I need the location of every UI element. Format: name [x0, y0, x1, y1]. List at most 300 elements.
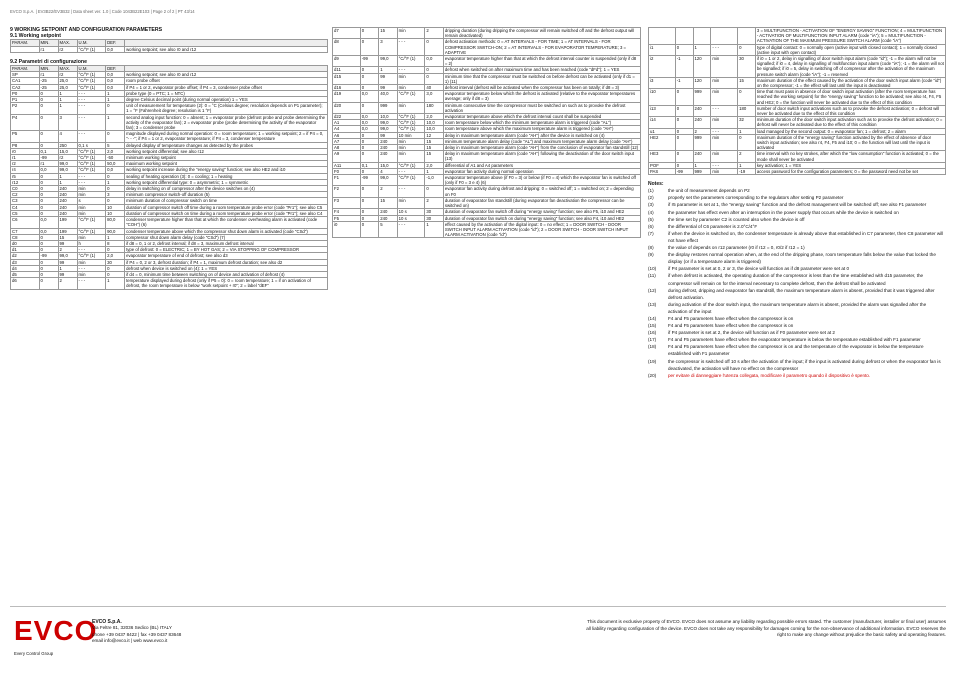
table-cell: 1 [693, 44, 711, 55]
note-text: the display restores normal operation when, at the end of the dripping phase, room temperature falls below the value that locked the display (or if a temperature alarm is triggered) [668, 252, 936, 265]
table-cell: 3 [379, 39, 397, 56]
table-cell: 15 [738, 77, 756, 88]
table-cell: F3 [333, 197, 361, 208]
table-cell: working setpoint increase during the "energy saving" function; see also HE2 and i10 [125, 167, 328, 173]
table-cell: min [397, 145, 425, 151]
logo-tagline: Every Control Group [14, 651, 54, 656]
table-cell: 240 [379, 145, 397, 151]
note-number: (5) [648, 216, 654, 222]
table-cell: -1,0 [425, 175, 443, 186]
column-header: MAX. [58, 40, 77, 46]
table-cell: CA2 [11, 84, 40, 90]
table-cell: time interval with no key strokes, after which the "low consumption" function is activated; 0 = the mode shall never be activated [755, 151, 945, 162]
table-cell: 50,0 [106, 161, 125, 167]
table-cell: duration of compressor switch on time during a room temperature probe error (code "Pr1"); see also C4 [125, 210, 328, 216]
email-line: email info@evco.it | web www.evco.it [92, 638, 168, 644]
table-cell: F5 [333, 215, 361, 221]
column-header: MIN. [39, 66, 58, 72]
table-cell: 0 [106, 265, 125, 271]
table-cell: 99,0 [379, 126, 397, 132]
table-cell: 15 [379, 197, 397, 208]
table-cell: min [77, 271, 106, 277]
table-cell: °C/°F (1) [77, 84, 106, 90]
table-cell: sealing of heating operation (3): 0 = cooling; 1 = heating [125, 173, 328, 179]
table-cell: 1 [106, 234, 125, 240]
table-cell: 0 [360, 132, 378, 138]
page-header: EVCO S.p.A. | EV3B22/EV3B32 | Data sheet ver. 1.0 | Code 1043B22E103 | Page 2 of 2 | PT 43/14 [10, 9, 195, 14]
table-cell: C5 [11, 210, 40, 216]
table-cell: min [77, 259, 106, 265]
table-cell: 15 [425, 138, 443, 144]
table-cell [693, 28, 711, 45]
note-number: (11) [648, 273, 656, 279]
table-cell: type of defrost: 0 = ELECTRIC; 1 = BY HOT GAS; 2 = VIA STOPPING OF COMPRESSOR [125, 247, 328, 253]
note-text: if r5 parameter is set at 1, the "energy saving" function and the defrost management will be switched off; see also F1 parameter [668, 202, 927, 208]
note-text: the time set by parameter C2 is counted also when the device is off [668, 216, 805, 222]
table-cell: -25 [39, 84, 58, 90]
table-cell: evaporator temperature above which the defrost interval count shall be suspended [443, 114, 640, 120]
table-cell: 0 [675, 89, 693, 106]
table-cell: d8 [333, 39, 361, 56]
table-cell: min [397, 73, 425, 84]
table-cell: min [397, 102, 425, 113]
table-cell: 999 [693, 134, 711, 151]
table-cell: 0 [360, 67, 378, 73]
note-number: (20) [648, 372, 657, 378]
table-cell: 0,0 [39, 228, 58, 234]
table-cell: 4 [58, 131, 77, 142]
table-cell: defrost interval (defrost will be activated when the compressor has been on totally; if d8 = 3) [443, 85, 640, 91]
table-cell: °C/°F (1) [77, 72, 106, 78]
table-cell: 10 s [397, 209, 425, 215]
table-cell: 999 [693, 169, 711, 175]
table-cell: SP [11, 72, 40, 78]
table-row [649, 169, 946, 175]
table-cell: CA1 [11, 78, 40, 84]
note-number: (13) [648, 301, 657, 307]
table-cell: 0 [106, 186, 125, 192]
table-cell: 0 [106, 131, 125, 142]
table-cell: P4 [11, 114, 40, 131]
table-cell: HE3 [649, 151, 676, 162]
table-cell: 0,1 s [77, 142, 106, 148]
table-cell: 3 [58, 114, 77, 131]
table-cell: 0,0 [106, 84, 125, 90]
table-cell: 0 [106, 198, 125, 204]
table-row [649, 89, 946, 106]
table-cell: - - - [397, 221, 425, 238]
table-cell: 32 [738, 117, 756, 128]
table-cell: 10 [106, 210, 125, 216]
table-row [11, 278, 328, 289]
table-cell: 10 [106, 204, 125, 210]
table-cell: d6 [11, 278, 40, 289]
table-cell: working setpoint; see also r0 and r12 [125, 46, 328, 52]
table-cell: evaporator temperature of end of defrost; see also d3 [125, 253, 328, 259]
table-row [333, 39, 641, 56]
table-cell: minimum compressor switch-off duration (5) [125, 192, 328, 198]
table-cell: 180 [425, 102, 443, 113]
table-cell: 2,0 [425, 162, 443, 168]
table-cell: 15,0 [58, 148, 77, 154]
table-cell: C3 [11, 198, 40, 204]
table-cell: C0 [11, 186, 40, 192]
table-cell: d4 [11, 265, 40, 271]
table-cell: i2 [649, 56, 676, 78]
table-cell: A8 [333, 145, 361, 151]
table-row [333, 102, 641, 113]
note-text: per evitare di danneggiare l'utenza collegata, modificare il parametro quando il dispositivo è spento. [668, 372, 871, 378]
note-number: (3) [648, 202, 654, 208]
table-cell: - - - [711, 44, 738, 55]
table-cell: - - - [77, 131, 106, 142]
note-item [648, 358, 946, 372]
note-number: (10) [648, 266, 657, 272]
note-text: during defrost, dripping and evaporator fan standstill, the maximum temperature alarm is absent, provided that it was triggered after defrost activation. [668, 287, 935, 300]
table-row [11, 46, 328, 52]
table-cell: working setpoint; see also r0 and r12 [125, 72, 328, 78]
table-cell: min [397, 28, 425, 39]
table-cell: d9 [333, 56, 361, 67]
note-number: (7) [648, 230, 654, 236]
note-text: F4 and F5 parameters have effect when the compressor is on and the temperature of the evaporator is below the temperature established with F1 parameter [668, 344, 924, 357]
table-cell: d5 [11, 271, 40, 277]
note-text: the parameter has effect even after an interruption in the power supply that occurs while the device is switched on [668, 209, 899, 215]
table-cell: 0 [360, 186, 378, 197]
table-cell: delay in maximum temperature alarm (code "AH") from the conclusion of evaporator fan standstill (12) [443, 145, 640, 151]
table-cell: 240 [58, 204, 77, 210]
table-cell: HE2 [649, 134, 676, 151]
company-address [92, 619, 181, 645]
table-cell: key activation; 1 = YES [755, 162, 945, 168]
table-row [11, 217, 328, 228]
setpoint-table [10, 39, 328, 52]
table-cell: - - - [711, 162, 738, 168]
table-cell: 1 [58, 265, 77, 271]
note-text: if P4 parameter is set at 2, the device will function as if F0 parameter were set at 2 [668, 330, 835, 336]
table-row [649, 56, 946, 78]
table-cell: 1 [58, 97, 77, 103]
table-cell: d0 [11, 240, 40, 246]
table-cell: min [711, 77, 738, 88]
table-cell: min [397, 197, 425, 208]
table-cell: 2 [693, 128, 711, 134]
table-cell: 2,0 [425, 114, 443, 120]
table-cell: room probe offset [125, 78, 328, 84]
table-cell: 2 [58, 247, 77, 253]
table-cell: - - - [77, 179, 106, 185]
table-cell [675, 28, 693, 45]
table-cell: 0,0 [106, 72, 125, 78]
note-text: the value of depends on r12 parameter (r0 if r12 = 0, r0/2 if r12 = 1) [668, 245, 805, 251]
table-cell: defrost activation methods: 0 = AT INTERVALS - FOR TIME; 1 = AT INTERVALS - FOR COMPRESSOR SWITCH-ON; 2 = AT INTERVALS - FOR EVAPORATOR TEMPERATURE; 3 = ADAPTIVE [443, 39, 640, 56]
table-cell: 0 [360, 102, 378, 113]
table-cell: 1 [106, 114, 125, 131]
column-header: U.M. [77, 40, 106, 46]
table-cell: magnitude displayed during normal operation: 0 = room temperature; 1 = working setpoint; 2 = if P4 = 0, "- - -"; if P4 = 1 or 2, evaporator temperature; if P4 = 3, condenser temperature [125, 131, 328, 142]
table-cell: °C/°F (1) [77, 217, 106, 228]
notes-title: Notes: [648, 181, 664, 188]
table-cell: - - - [77, 278, 106, 289]
table-cell: A6 [333, 132, 361, 138]
table-cell: i3 [649, 77, 676, 88]
note-text: if when defrost is activated, the operating duration of the compressor is less than the time established with d15 parameter, the compressor will remain on for the interval necessary to complete defrost, then the defrost shall be activated [668, 273, 924, 286]
note-item [648, 265, 946, 272]
table-cell: F4 [333, 209, 361, 215]
table-cell: working setpoint differential; see also r12 [125, 148, 328, 154]
table-cell: minimum time that the compressor must be switched on before defrost can be activated (only if d1 = 1) (11) [443, 73, 640, 84]
table-cell: A1 [333, 120, 361, 126]
table-cell: access password for the configuration parameters; 0 = the password need not be set [755, 169, 945, 175]
note-text: F4 and F5 parameters have effect when the compressor is on [668, 315, 794, 321]
table-cell: - - - [711, 105, 738, 116]
table-cell: °C/°F (1) [77, 155, 106, 161]
table-cell: 240 [379, 215, 397, 221]
table-row [649, 105, 946, 116]
table-cell: 240 [379, 138, 397, 144]
table-row [333, 221, 641, 238]
table-cell: condenser temperature above which the compressor shut down alarm is activated (code "CSd") [125, 228, 328, 234]
table-cell: evaporator fan activity during normal operation [443, 168, 640, 174]
table-cell: - - - [77, 97, 106, 103]
table-row [333, 197, 641, 208]
table-cell: 99,0 [379, 56, 397, 67]
note-number: (17) [648, 337, 657, 343]
table-cell: 8 [106, 240, 125, 246]
table-cell: min [77, 192, 106, 198]
table-cell: s [77, 198, 106, 204]
table-cell: r0 [11, 148, 40, 154]
note-item [648, 223, 946, 230]
table-cell: maximum duration of the "energy saving" function activated by the effect of absence of door switch input activation; see also r4, F4, F5 and i10; 0 = the function will last until the input is activated [755, 134, 945, 151]
disclaimer: This document is exclusive property of EVCO. EVCO does not assume any liability regarding possible errors stated. The customer (manufacturer, installer or final user) assumes all liability regarding configuration of the device. EVCO does not take any responsibility for damages coming for the non-observance of additional information. EVCO reserves the right to make any change without prejudice the basic safety and operating features. [586, 619, 946, 638]
table-cell: 10,0 [425, 126, 443, 132]
table-cell: if d8 = 0, 1 or 2, defrost interval; if d8 = 3, maximum defrost interval [125, 240, 328, 246]
table-cell: 30 [425, 209, 443, 215]
table-row [333, 151, 641, 162]
table-cell: °C/°F (1) [397, 175, 425, 186]
table-cell: r2 [58, 155, 77, 161]
table-cell: 30 [106, 259, 125, 265]
column-header: PARAM. [11, 66, 40, 72]
table-cell: delay in maximum temperature alarm (code "AH") following the deactivation of the door switch input (13) [443, 151, 640, 162]
table-cell: 0 [360, 168, 378, 174]
table-cell: 1 [58, 179, 77, 185]
table-cell: 2 [425, 197, 443, 208]
table-cell: 1 [425, 168, 443, 174]
table-cell: delay in switching on of compressor after the device switches on (4) [125, 186, 328, 192]
note-number: (1) [648, 188, 654, 194]
table-cell: min [711, 56, 738, 78]
table-cell: 0 [675, 134, 693, 151]
table-cell: -99 [675, 169, 693, 175]
table-cell: maximum duration of the effect caused by the activation of the door switch input alarm (code "id") on the compressor; -1 = the effect will last until the input is deactivated [755, 77, 945, 88]
note-item [648, 287, 946, 301]
table-cell: 0 [39, 234, 58, 240]
note-item [648, 216, 946, 223]
table-cell: d3 [11, 259, 40, 265]
table-cell: °C/°F (1) [397, 114, 425, 120]
table-cell: 0 [39, 210, 58, 216]
table-cell: d16 [333, 85, 361, 91]
table-row [333, 73, 641, 84]
table-cell: - - - [77, 114, 106, 131]
table-cell: P8 [11, 142, 40, 148]
table-cell: 0 [360, 73, 378, 84]
table-cell: 0 [675, 151, 693, 162]
table-cell: defrost when switched on after maximum time and has been reached (code "dFd"); 1 = YES [443, 67, 640, 73]
table-cell: °C/°F (1) [77, 46, 106, 52]
table-cell: - - - [77, 247, 106, 253]
table-row [11, 114, 328, 131]
table-cell: evaporator temperature above (if F0 = 3) or below (if F0 = 4) which the evaporator fan is switched off (only if F0 = 3 e 4) (6) [443, 175, 640, 186]
note-text: during activation of the door switch input, the maximum temperature alarm is absent, provided the alarm was signalled after the activation of the input [668, 301, 927, 314]
table-cell: min [397, 151, 425, 162]
table-cell: number of door switch input activations such as to provoke the defrost activation; 0 = defrost will never be activated due to the effect of this condition [755, 105, 945, 116]
table-cell: 15 [379, 28, 397, 39]
table-cell: 0 [738, 44, 756, 55]
table-cell: dripping duration (during dripping the compressor will remain switched off and the defrost output will remain deactivated) [443, 28, 640, 39]
table-cell: delayed display of temperature changes as detected by the probes [125, 142, 328, 148]
table-cell: min [711, 169, 738, 175]
table-cell: - - - [397, 168, 425, 174]
table-cell: maximum working setpoint [125, 161, 328, 167]
table-cell: 1 [106, 90, 125, 96]
table-row [649, 28, 946, 45]
table-row [333, 56, 641, 67]
table-cell: 10 min [397, 132, 425, 138]
table-row [11, 103, 328, 114]
table-cell: 240 [379, 209, 397, 215]
table-cell: 0 [360, 39, 378, 56]
table-cell: 0 [106, 103, 125, 114]
table-cell: 1 [738, 128, 756, 134]
table-cell: 0 [39, 173, 58, 179]
table-cell: °C/°F (1) [77, 78, 106, 84]
table-cell: 99 [58, 240, 77, 246]
table-cell: 240 [693, 151, 711, 162]
table-cell: P2 [11, 103, 40, 114]
table-cell: 0,0 [360, 126, 378, 132]
table-cell: minimum consecutive time the compressor must be switched on such as to provoke the defrost activation [443, 102, 640, 113]
table-cell: 1 [379, 67, 397, 73]
table-cell: min [397, 138, 425, 144]
table-cell: condenser temperature higher than that at which the condenser overheating alarm is activated (code "COH") (6) [125, 217, 328, 228]
table-cell: 0 [39, 103, 58, 114]
table-cell: 0 [39, 192, 58, 198]
table-cell: 0 [360, 28, 378, 39]
table-cell: - - - [77, 103, 106, 114]
table-cell: A7 [333, 138, 361, 144]
table-cell: 2 [425, 28, 443, 39]
table-cell: d11 [333, 67, 361, 73]
table-cell: POF [649, 162, 676, 168]
table-cell: 99,0 [379, 120, 397, 126]
table-cell: C2 [11, 192, 40, 198]
note-item [648, 329, 946, 336]
table-row [333, 186, 641, 197]
table-cell: 2,0 [106, 148, 125, 154]
table-cell: 0,1 [39, 148, 58, 154]
table-cell: 15 [58, 234, 77, 240]
table-cell: 240 [58, 186, 77, 192]
table-cell: 0 [39, 198, 58, 204]
table-cell: evaporator temperature below which the defrost is activated (relative to the evaporator temperatures average; only if d8 = 3) [443, 91, 640, 102]
note-item [648, 272, 946, 286]
company-name: EVCO S.p.A. [92, 619, 122, 625]
table-cell: probe type (0 = PTC; 1 = NTC) [125, 90, 328, 96]
table-cell: P5 [11, 131, 40, 142]
note-text: properly set the parameters corresponding to the regulators after setting P2 parameter [668, 195, 844, 201]
table-cell: r2 [58, 46, 77, 52]
table-cell: r1 [39, 72, 58, 78]
table-cell: room temperature below which the minimum temperature alarm is triggered (code "AL") [443, 120, 640, 126]
table-cell: 0 [39, 90, 58, 96]
table-cell: A4 [333, 126, 361, 132]
table-cell: -1 [675, 77, 693, 88]
table-cell: 0 [39, 204, 58, 210]
table-cell: room temperature above which the maximum temperature alarm is triggered (code "AH") [443, 126, 640, 132]
table-cell: 99,0 [379, 175, 397, 186]
table-row [649, 77, 946, 88]
column-header: U.M. [77, 66, 106, 72]
table-cell [738, 28, 756, 45]
table-cell: duration of evaporator fan switch off during "energy saving" function; see also F5, i10 and HE2 [443, 209, 640, 215]
table-cell: 0,0 [106, 78, 125, 84]
table-cell: A11 [333, 162, 361, 168]
table-cell: 4 [379, 168, 397, 174]
note-item [648, 244, 946, 251]
table-cell: 1 [106, 179, 125, 185]
table-cell: 0,0 [106, 46, 125, 52]
table-cell: 2 [738, 151, 756, 162]
column-header: MAX. [58, 66, 77, 72]
table-cell: 10,0 [379, 114, 397, 120]
note-number: (19) [648, 358, 657, 364]
table-cell: 0 [39, 240, 58, 246]
table-cell: 30 [738, 56, 756, 78]
table-cell: C7 [11, 228, 40, 234]
table-cell: 1 [693, 162, 711, 168]
table-cell: 0,0 [39, 167, 58, 173]
table-cell: h [77, 240, 106, 246]
table-cell: C4 [11, 204, 40, 210]
table-cell: -99 [360, 175, 378, 186]
section-9-2-title: 9.2 Parametri di configurazione [10, 58, 87, 65]
table-cell: 99,0 [58, 167, 77, 173]
table-cell: -99 [39, 253, 58, 259]
table-row [333, 28, 641, 39]
table-cell [711, 28, 738, 45]
table-cell: 0 [360, 215, 378, 221]
table-cell: 1 [425, 221, 443, 238]
column-header: DEF. [106, 66, 125, 72]
table-row [649, 117, 946, 128]
table-cell: r1 [11, 155, 40, 161]
table-cell: 240 [58, 210, 77, 216]
column-1 [10, 27, 328, 290]
table-cell: d7 [333, 28, 361, 39]
note-item [648, 372, 946, 379]
column-2 [332, 27, 641, 238]
table-cell: unit of measurement for temperature (2): 0 = °C (Celsius degree; resolution depends on P1 parameter); 1 = °F (Fahrenheit degree; resolution is 1 °F) [125, 103, 328, 114]
table-row [333, 91, 641, 102]
table-cell: i13 [649, 105, 676, 116]
table-cell: 3 [106, 192, 125, 198]
table-cell: delay in maximum temperature alarm (code "AH") after the device is switched on (4) [443, 132, 640, 138]
table-cell: °C/°F (1) [77, 228, 106, 234]
table-cell: 0 [39, 271, 58, 277]
